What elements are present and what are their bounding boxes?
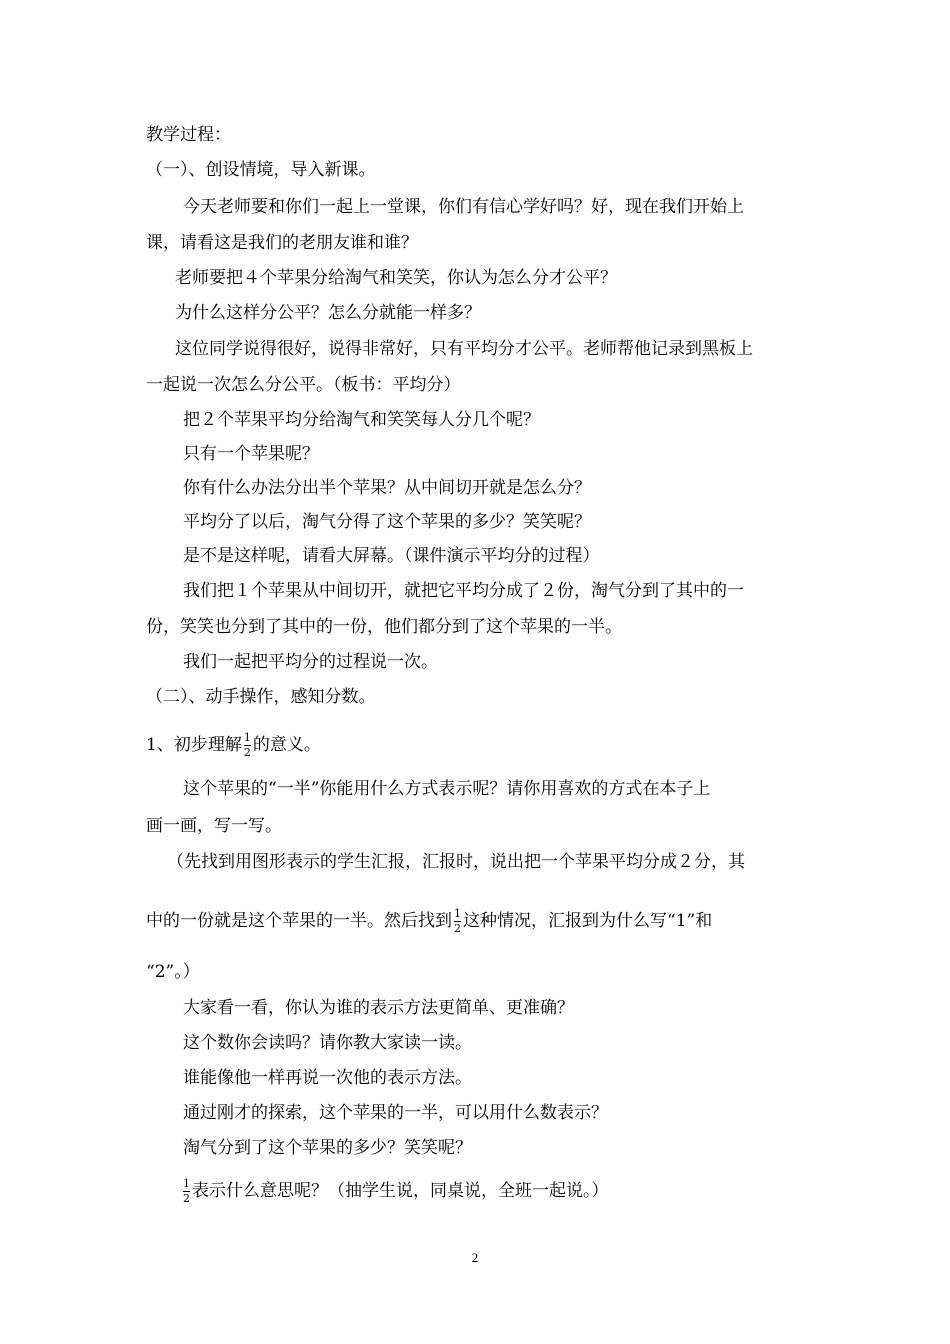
paragraph-line: 我们一起把平均分的过程说一次。	[183, 652, 438, 672]
section-heading-2: （二）、动手操作，感知分数。	[146, 687, 376, 707]
item-prefix: 1、初步理解	[146, 735, 242, 755]
paragraph-line: 把２个苹果平均分给淘气和笑笑每人分几个呢？	[183, 410, 540, 430]
paragraph-line: 画一画，写一写。	[146, 816, 282, 836]
paragraph-line: 是不是这样呢，请看大屏幕。（课件演示平均分的过程）	[183, 546, 600, 566]
paragraph-line: 老师要把４个苹果分给淘气和笑笑，你认为怎么分才公平？	[175, 268, 617, 288]
paragraph-line: 大家看一看，你认为谁的表示方法更简单、更准确？	[183, 998, 574, 1018]
paragraph-line: 这位同学说得很好，说得非常好，只有平均分才公平。老师帮他记录到黑板上	[175, 339, 753, 359]
paragraph-line: 只有一个苹果呢？	[183, 444, 319, 464]
fraction-one-half: $\frac{1}{2}$	[183, 1177, 190, 1205]
section-heading-1: （一）、创设情境，导入新课。	[146, 160, 376, 180]
paragraph-line: 一起说一次怎么分公平。（板书：平均分）	[146, 375, 461, 395]
paragraph-line: 平均分了以后，淘气分得了这个苹果的多少？笑笑呢？	[183, 512, 591, 532]
paragraph-line: 这个苹果的“一半”你能用什么方式表示呢？请你用喜欢的方式在本子上	[183, 779, 711, 799]
list-item-1	[146, 728, 321, 762]
paragraph-line: 谁能像他一样再说一次他的表示方法。	[183, 1068, 472, 1088]
paragraph-line: 这个数你会读吗？请你教大家读一读。	[183, 1033, 472, 1053]
fraction-one-half: $\frac{1}{2}$	[454, 907, 461, 935]
paragraph-line: 为什么这样分公平？怎么分就能一样多？	[175, 303, 481, 323]
paragraph-line-with-fraction: $\frac{1}{2}$ 表示什么意思呢？（抽学生说，同桌说，全班一起说。）	[183, 1177, 609, 1205]
page-number: 2	[471, 1250, 479, 1265]
paragraph-line: （先找到用图形表示的学生汇报，汇报时，说出把一个苹果平均分成２分，其	[167, 852, 745, 872]
paragraph-line: 今天老师要和你们一起上一堂课，你们有信心学好吗？好，现在我们开始上	[183, 197, 744, 217]
heading: 教学过程：	[146, 125, 231, 145]
fraction-one-half: $\frac{1}{2}$	[243, 731, 251, 759]
paragraph-line: 课，请看这是我们的老朋友谁和谁？	[146, 233, 418, 253]
paragraph-line: 通过刚才的探索，这个苹果的一半，可以用什么数表示？	[183, 1103, 608, 1123]
paragraph-line: 份，笑笑也分到了其中的一份，他们都分到了这个苹果的一半。	[146, 617, 622, 637]
paragraph-line: 你有什么办法分出半个苹果？从中间切开就是怎么分？	[183, 478, 591, 498]
item-suffix: 的意义。	[252, 735, 321, 755]
paragraph-line: “2”。）	[146, 962, 200, 982]
paragraph-line-with-fraction: 中的一份就是这个苹果的一半。然后找到 $\frac{1}{2}$ 这种情况，汇报到为什么写“1”和	[146, 907, 713, 935]
paragraph-line: 我们把１个苹果从中间切开，就把它平均分成了２份，淘气分到了其中的一	[183, 581, 744, 601]
paragraph-line: 淘气分到了这个苹果的多少？笑笑呢？	[183, 1138, 472, 1158]
